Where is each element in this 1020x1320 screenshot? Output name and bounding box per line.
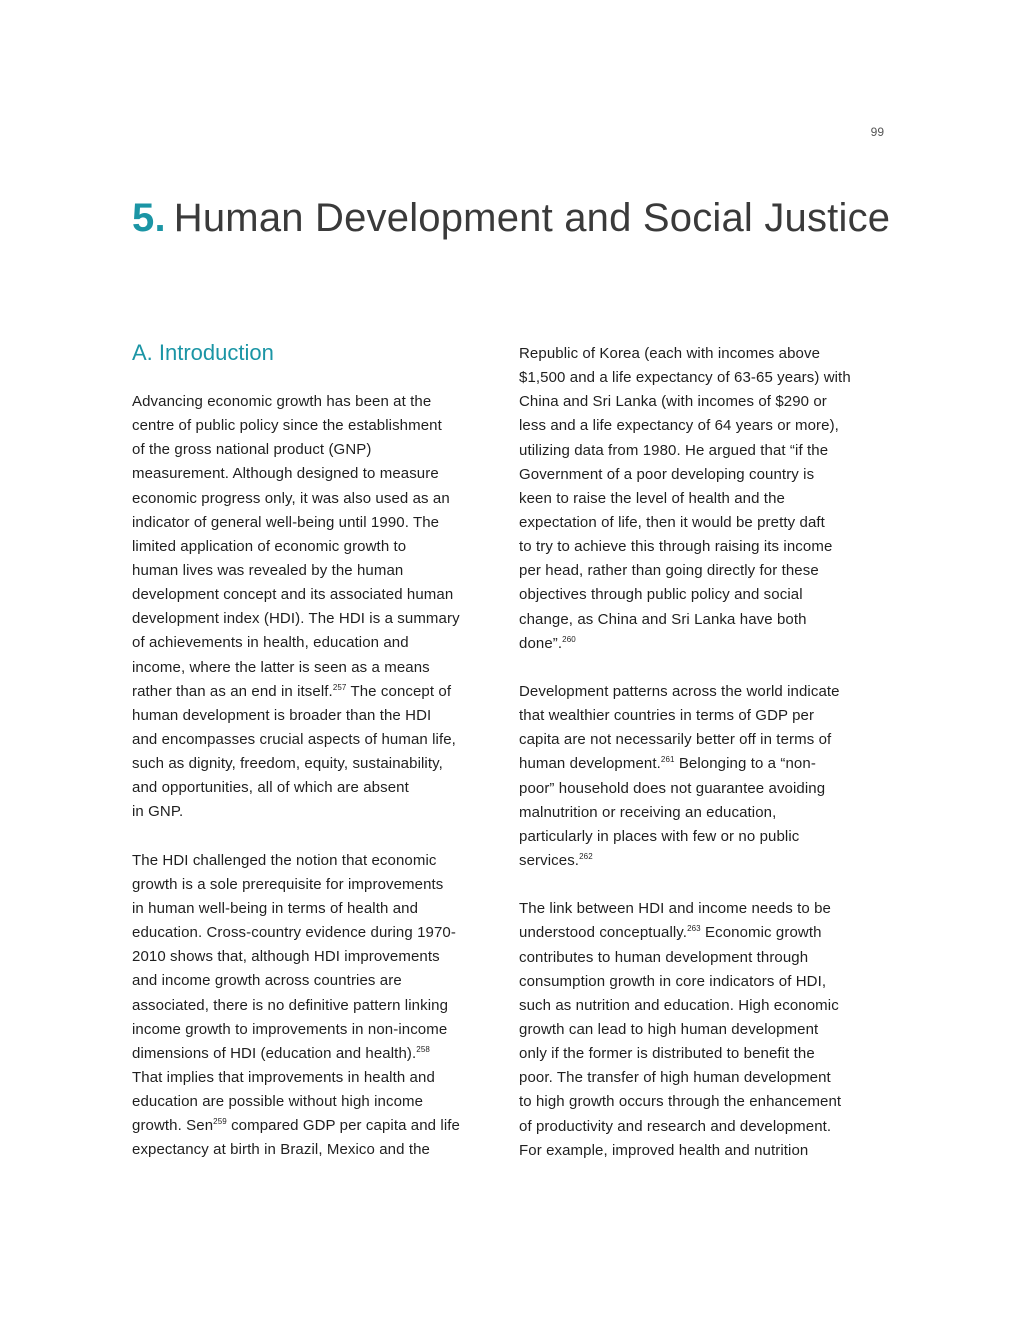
text-line: economic progress only, it was also used as an [132,489,450,507]
left-column [132,390,496,1163]
text-fragment: The concept of [346,682,452,700]
text-line: human lives was revealed by the human [132,561,404,579]
text-line: less and a life expectancy of 64 years or more), [519,417,839,435]
text-line [132,1114,496,1138]
text-line: That implies that improvements in health and [132,1068,435,1086]
text-line: consumption growth in core indicators of HDI, [519,972,827,990]
text-line: Advancing economic growth has been at the [132,393,432,410]
text-line: 2010 shows that, although HDI improvements [132,948,440,966]
text-line: expectancy at birth in Brazil, Mexico and the [132,1141,430,1159]
text-line: and opportunities, all of which are absent [132,779,409,797]
text-line: of achievements in health, education and [132,634,409,652]
text-line: education. Cross-country evidence during 1970- [132,924,456,942]
text-line: development index (HDI). The HDI is a summary [132,610,460,628]
text-fragment: growth. Sen [132,1117,214,1135]
text-fragment: human development. [519,755,661,773]
text-line: China and Sri Lanka (with incomes of $290 or [519,393,827,411]
text-line: growth is a sole prerequisite for improvements [132,875,444,893]
footnote-marker: 262 [579,851,593,861]
text-fragment: Belonging to a “non- [674,755,816,773]
text-line: such as nutrition and education. High economic [519,996,839,1014]
text-line: of productivity and research and development. [519,1117,832,1135]
text-line: such as dignity, freedom, equity, sustainability, [132,755,443,773]
text-line [519,632,883,656]
text-line: income, where the latter is seen as a means [132,658,430,676]
text-line: education are possible without high income [132,1093,424,1111]
chapter-title [132,190,932,246]
text-line: to try to achieve this through raising its income [519,538,833,556]
text-line: growth can lead to high human development [519,1020,819,1038]
paragraph-gap [132,825,496,849]
text-line: The HDI challenged the notion that economic [132,851,437,869]
text-line: that wealthier countries in terms of GDP per [519,707,815,725]
text-line: keen to raise the level of health and the [519,489,785,507]
text-fragment: understood conceptually. [519,924,688,942]
text-line: in human well-being in terms of health and [132,899,419,917]
right-column [519,342,883,1163]
footnote-marker: 259 [213,1117,227,1127]
text-line [519,849,883,873]
footnote-marker: 257 [332,682,347,692]
text-line: poor. The transfer of high human development [519,1069,831,1087]
text-line [519,921,883,945]
text-line: utilizing data from 1980. He argued that “if the [519,441,829,459]
footnote-marker: 261 [660,755,675,765]
text-line: and income growth across countries are [132,972,402,990]
text-fragment: rather than as an end in itself. [132,682,333,700]
text-line: measurement. Although designed to measure [132,465,439,483]
text-line: of the gross national product (GNP) [132,441,372,459]
footnote-marker: 258 [416,1044,430,1054]
page-number: 99 [870,125,884,139]
paragraph-gap [519,656,883,680]
text-line: contributes to human development through [519,948,809,966]
text-line: Government of a poor developing country is [519,465,815,483]
text-line: centre of public policy since the establishment [132,417,442,435]
text-fragment: dimensions of HDI (education and health). [132,1044,417,1062]
text-line: expectation of life, then it would be pretty daft [519,513,825,531]
paragraph-gap [519,873,883,897]
text-line: capita are not necessarily better off in terms of [519,731,832,749]
chapter-title-text: Human Development and Social Justice [173,196,891,240]
text-line: in GNP. [132,803,184,821]
text-line: and encompasses crucial aspects of human life, [132,730,456,748]
footnote-marker: 260 [562,634,576,644]
text-line [132,680,496,704]
text-line: change, as China and Sri Lanka have both [519,610,807,628]
text-line: associated, there is no definitive pattern linking [132,996,449,1014]
section-heading: A. Introduction [132,340,274,365]
text-line: $1,500 and a life expectancy of 63-65 years) with [519,369,851,387]
text-line: For example, improved health and nutrition [519,1141,809,1159]
text-fragment: compared GDP per capita and life [226,1117,460,1135]
text-line: malnutrition or receiving an education, [519,803,777,821]
text-line: Republic of Korea (each with incomes above [519,345,821,362]
text-line: limited application of economic growth to [132,537,407,555]
text-line: poor” household does not guarantee avoiding [519,779,826,797]
text-line: particularly in places with few or no public [519,827,800,845]
text-line: objectives through public policy and social [519,586,803,604]
text-line [519,752,883,776]
chapter-number: 5. [132,196,166,240]
footnote-marker: 263 [687,924,701,934]
text-fragment: done”. [519,634,563,652]
text-line: The link between HDI and income needs to be [519,900,831,918]
text-line: development concept and its associated human [132,586,454,604]
text-fragment: services. [519,851,580,869]
text-line: human development is broader than the HDI [132,706,432,724]
text-line: indicator of general well-being until 1990. The [132,513,440,531]
text-line: per head, rather than going directly for these [519,562,819,580]
text-fragment: Economic growth [700,924,822,942]
text-line: Development patterns across the world indicate [519,682,840,700]
text-line: to high growth occurs through the enhancement [519,1093,842,1111]
text-line: only if the former is distributed to benefit the [519,1045,815,1063]
text-line [132,1042,496,1066]
text-line: income growth to improvements in non-income [132,1020,448,1038]
